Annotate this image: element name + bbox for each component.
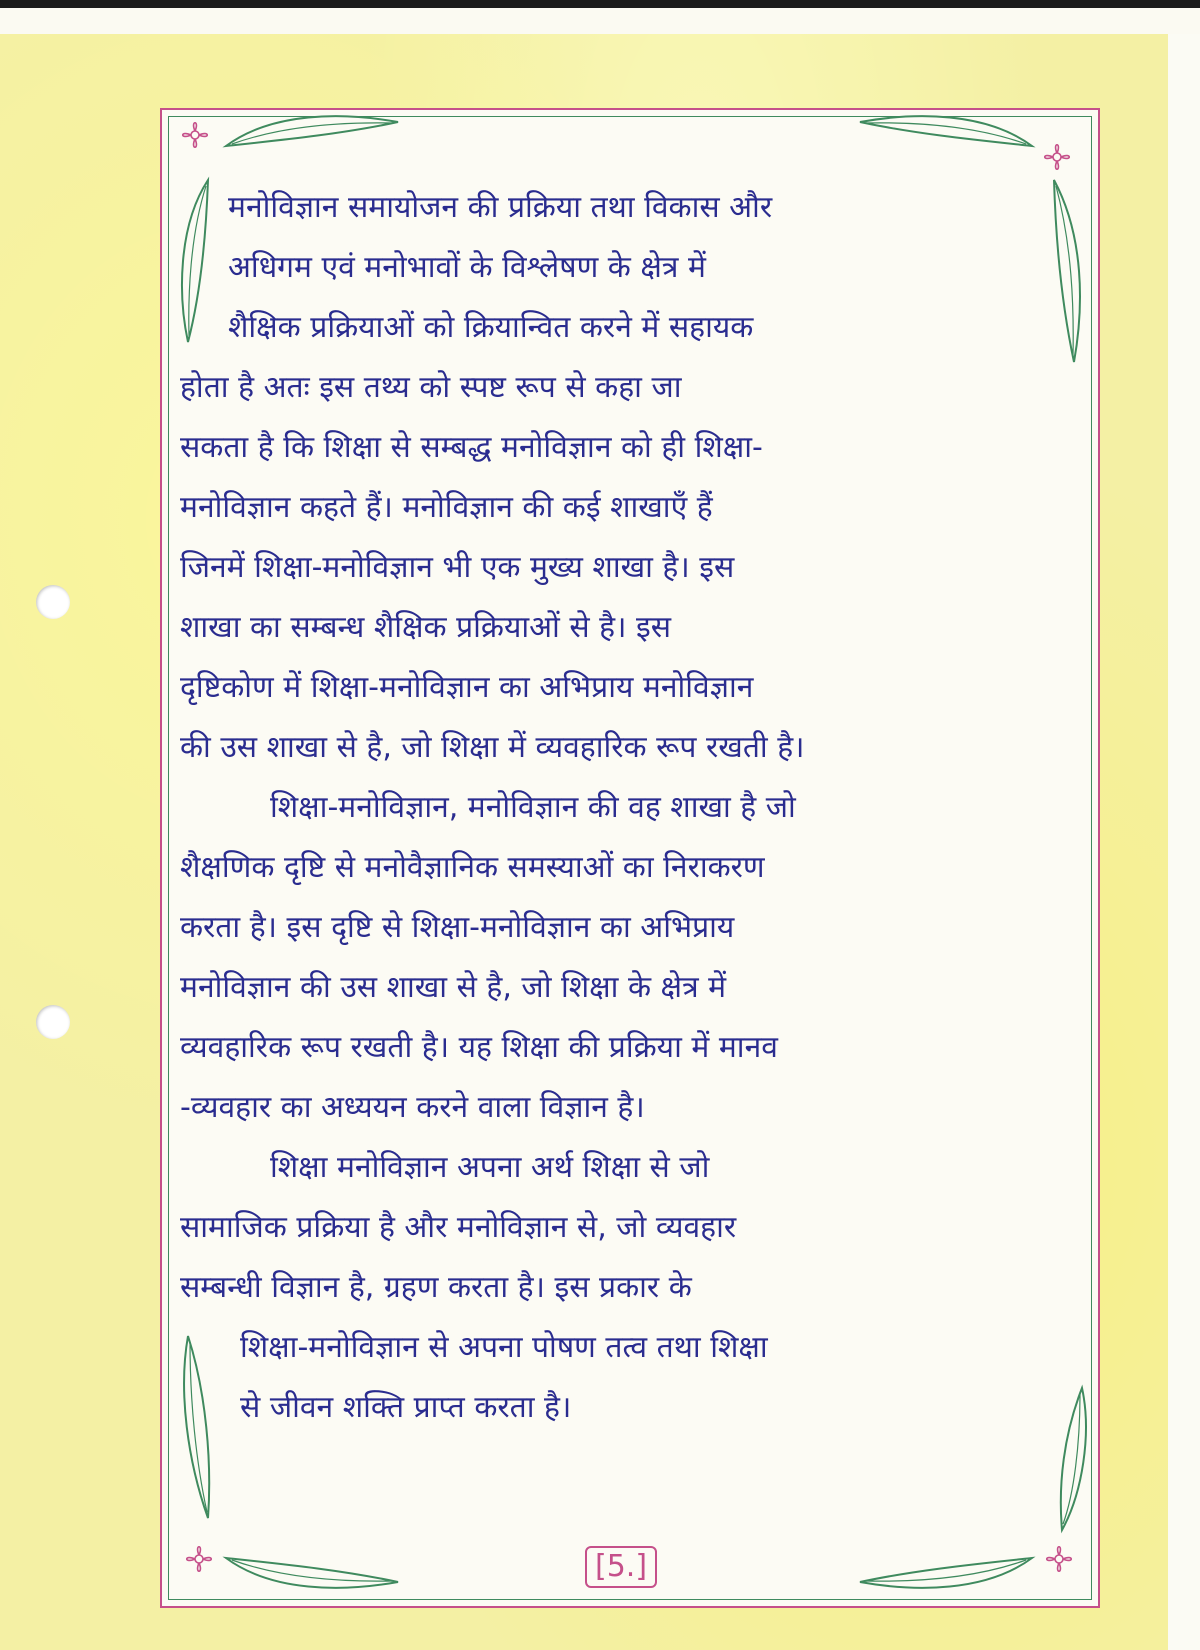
text-line: शिक्षा मनोविज्ञान अपना अर्थ शिक्षा से जो xyxy=(270,1150,710,1185)
text-line: अधिगम एवं मनोभावों के विश्लेषण के क्षेत्र में xyxy=(228,250,706,285)
leaf-icon xyxy=(222,1548,402,1592)
text-line: मनोविज्ञान कहते हैं। मनोविज्ञान की कई शाखाएँ हैं xyxy=(180,490,713,525)
text-line: शिक्षा-मनोविज्ञान, मनोविज्ञान की वह शाखा है जो xyxy=(270,790,796,825)
text-line: करता है। इस दृष्टि से शिक्षा-मनोविज्ञान का अभिप्राय xyxy=(180,910,735,945)
flower-icon xyxy=(172,112,218,158)
text-line: शिक्षा-मनोविज्ञान से अपना पोषण तत्व तथा शिक्षा xyxy=(240,1330,768,1365)
scanner-edge xyxy=(0,0,1200,8)
text-line: व्यवहारिक रूप रखती है। यह शिक्षा की प्रक्रिया में मानव xyxy=(180,1030,778,1065)
flower-icon xyxy=(176,1536,222,1582)
leaf-icon xyxy=(856,1548,1036,1592)
text-line: दृष्टिकोण में शिक्षा-मनोविज्ञान का अभिप्राय मनोविज्ञान xyxy=(180,670,754,705)
text-line: सम्बन्धी विज्ञान है, ग्रहण करता है। इस प्रकार के xyxy=(180,1270,692,1305)
flower-icon xyxy=(1036,1536,1082,1582)
handwritten-text xyxy=(180,178,1080,1438)
text-line: की उस शाखा से है, जो शिक्षा में व्यवहारिक रूप रखती है। xyxy=(180,730,805,765)
text-line: होता है अतः इस तथ्य को स्पष्ट रूप से कहा जा xyxy=(180,370,682,405)
text-line: शैक्षिक प्रक्रियाओं को क्रियान्वित करने में सहायक xyxy=(228,310,754,345)
text-line: -व्यवहार का अध्ययन करने वाला विज्ञान है। xyxy=(180,1090,645,1125)
text-line: से जीवन शक्ति प्राप्त करता है। xyxy=(240,1390,572,1425)
punch-hole-bottom xyxy=(36,1005,70,1039)
text-line: जिनमें शिक्षा-मनोविज्ञान भी एक मुख्य शाखा है। इस xyxy=(180,550,735,585)
text-line: मनोविज्ञान समायोजन की प्रक्रिया तथा विकास और xyxy=(228,190,773,225)
text-line: सकता है कि शिक्षा से सम्बद्ध मनोविज्ञान को ही शिक्षा- xyxy=(180,430,763,465)
text-line: सामाजिक प्रक्रिया है और मनोविज्ञान से, जो व्यवहार xyxy=(180,1210,737,1245)
leaf-icon xyxy=(856,112,1036,156)
leaf-icon xyxy=(222,112,402,156)
scanner-margin xyxy=(0,8,1200,34)
flower-icon xyxy=(1034,134,1080,180)
punch-hole-top xyxy=(36,585,70,619)
text-line: मनोविज्ञान की उस शाखा से है, जो शिक्षा के क्षेत्र में xyxy=(180,970,727,1005)
text-line: शैक्षणिक दृष्टि से मनोवैज्ञानिक समस्याओं का निराकरण xyxy=(180,850,765,885)
scanner-margin-right xyxy=(1168,34,1200,1650)
text-line: शाखा का सम्बन्ध शैक्षिक प्रक्रियाओं से है। इस xyxy=(180,610,671,645)
page-number: [5.] xyxy=(585,1546,657,1588)
